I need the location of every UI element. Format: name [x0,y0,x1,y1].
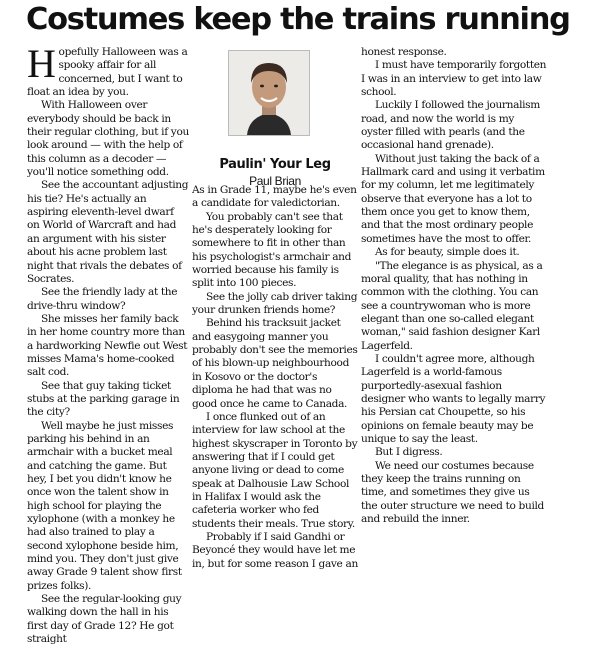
author-photo [228,50,310,136]
column-3 [361,46,547,526]
column-1 [27,41,189,646]
author-name: Paul Brian [249,174,301,188]
paragraph: She misses her family back in her home country more than a hardworking Newfie out West misses Mama's home-cooked salt cod. [27,312,188,379]
paragraph: "The elegance is as physical, as a moral quality, that has nothing in common with the clothing. You can see a countrywoman who is more elegant than one so-called elegant woman," said fashion designer Karl Lagerfeld. [361,259,543,352]
paragraph: You probably can't see that he's desperately looking for somewhere to fit in other than his psychologist's armchair and worried because his family is split into 100 pieces. [192,210,352,290]
column-2 [192,46,358,571]
paragraph: With Halloween over everybody should be back in their regular clothing, but if you look around — with the help of this column as a decoder — you'll notice something odd. [27,99,189,179]
paragraph: Luckily I followed the journalism road, and now the world is my oyster filled with pearls (and the occasional hand grenade). [361,99,540,152]
paragraph: See the regular-looking guy walking down the hall in his first day of Grade 12? He got straight [27,593,182,646]
column-name: Paulin' Your Leg [219,157,331,172]
paragraph: I couldn't agree more, although Lagerfeld is a world-famous purportedly-asexual fashion designer who wants to legally marry his Persian cat Choupette, so his opinions on female beauty may be unique to say the least. [361,352,546,445]
paragraph: As for beauty, simple does it. [375,246,520,259]
paragraph: See the jolly cab driver taking your drunken friends home? [192,290,358,317]
paragraph: honest response. [361,46,447,58]
paragraph: See that guy taking ticket stubs at the parking garage in the city? [27,379,180,419]
paragraph: Well maybe he just misses parking his behind in an armchair with a bucket meal and catching the game. But hey, I bet you didn't know he once won the talent show in high school for playing the xylophone (with a monkey he had also trained to play a second xylophone beside him, mind you. They don't just give away Grade 9 talent show first prizes folks). [27,419,182,592]
paragraph: Behind his tracksuit jacket and easygoing manner you probably don't see the memories of his blown-up neighbourhood in Kosovo or the doctor's diploma he had that was no good once he came to Canada. [192,317,358,410]
paragraph: Hopefully Halloween was a spooky affair for all concerned, but I want to float an idea by you. [27,41,188,99]
paragraph: Probably if I said Gandhi or Beyoncé they would have let me in, but for some reason I gave an [192,530,358,570]
paragraph: See the friendly lady at the drive-thru window? [27,286,178,312]
byline [192,46,358,188]
paragraph: But I digress. [375,446,443,459]
paragraph: See the accountant adjusting his tie? He's actually an aspiring eleventh-level dwarf on World of Warcraft and had an argument with his sister about his acne problem last night that rivals the debates of Socrates. [27,179,189,285]
paragraph: We need our costumes because they keep the trains running on time, and sometimes they give us the outer structure we need to build and rebuild the inner. [361,459,544,526]
paragraph: I once flunked out of an interview for law school at the highest skyscraper in Toronto by answering that if I could get anyone living or dead to come speak at Dalhousie Law School in Halifax I would ask the cafeteria worker who fed students their meals. True story. [192,410,358,530]
paragraph: I must have temporarily forgotten I was in an interview to get into law school. [361,59,547,99]
paragraph: As in Grade 11, maybe he's even a candidate for valedictorian. [192,184,357,210]
paragraph: Without just taking the back of a Hallmark card and using it verbatim for my column, let me legitimately observe that everyone has a lot to them once you get to know them, and that the most ordinary people sometimes have the most to offer. [361,152,545,245]
headline: Costumes keep the trains running [26,2,570,37]
drop-cap: H [27,41,56,86]
